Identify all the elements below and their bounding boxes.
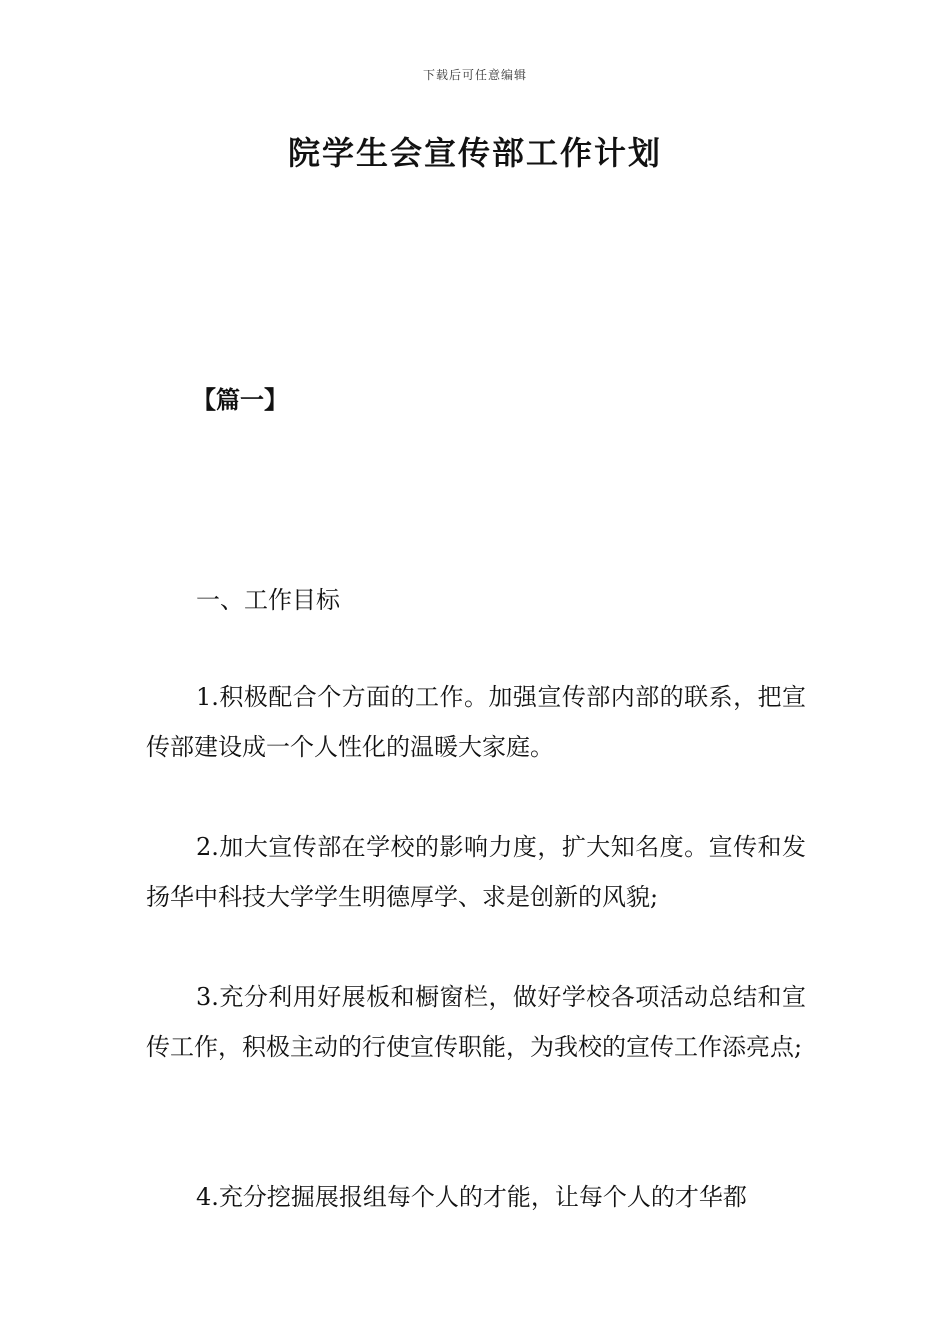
document-title: 院学生会宣传部工作计划	[287, 134, 662, 172]
paragraph-4: 4.充分挖掘展报组每个人的才能，让每个人的才华都	[196, 1183, 747, 1211]
paragraph-1: 1.积极配合个方面的工作。加强宣传部内部的联系，把宣传部建设成一个人性化的温暖大家庭。	[146, 683, 806, 761]
paragraph-3: 3.充分利用好展板和橱窗栏，做好学校各项活动总结和宣传工作，积极主动的行使宣传职能，为我校的宣传工作添亮点;	[146, 983, 806, 1061]
paragraph-2: 2.加大宣传部在学校的影响力度，扩大知名度。宣传和发扬华中科技大学学生明德厚学、求是创新的风貌;	[146, 833, 806, 911]
section-tag: 【篇一】	[192, 385, 288, 414]
header-note: 下载后可任意编辑	[422, 68, 527, 82]
section-heading: 一、工作目标	[196, 586, 340, 614]
